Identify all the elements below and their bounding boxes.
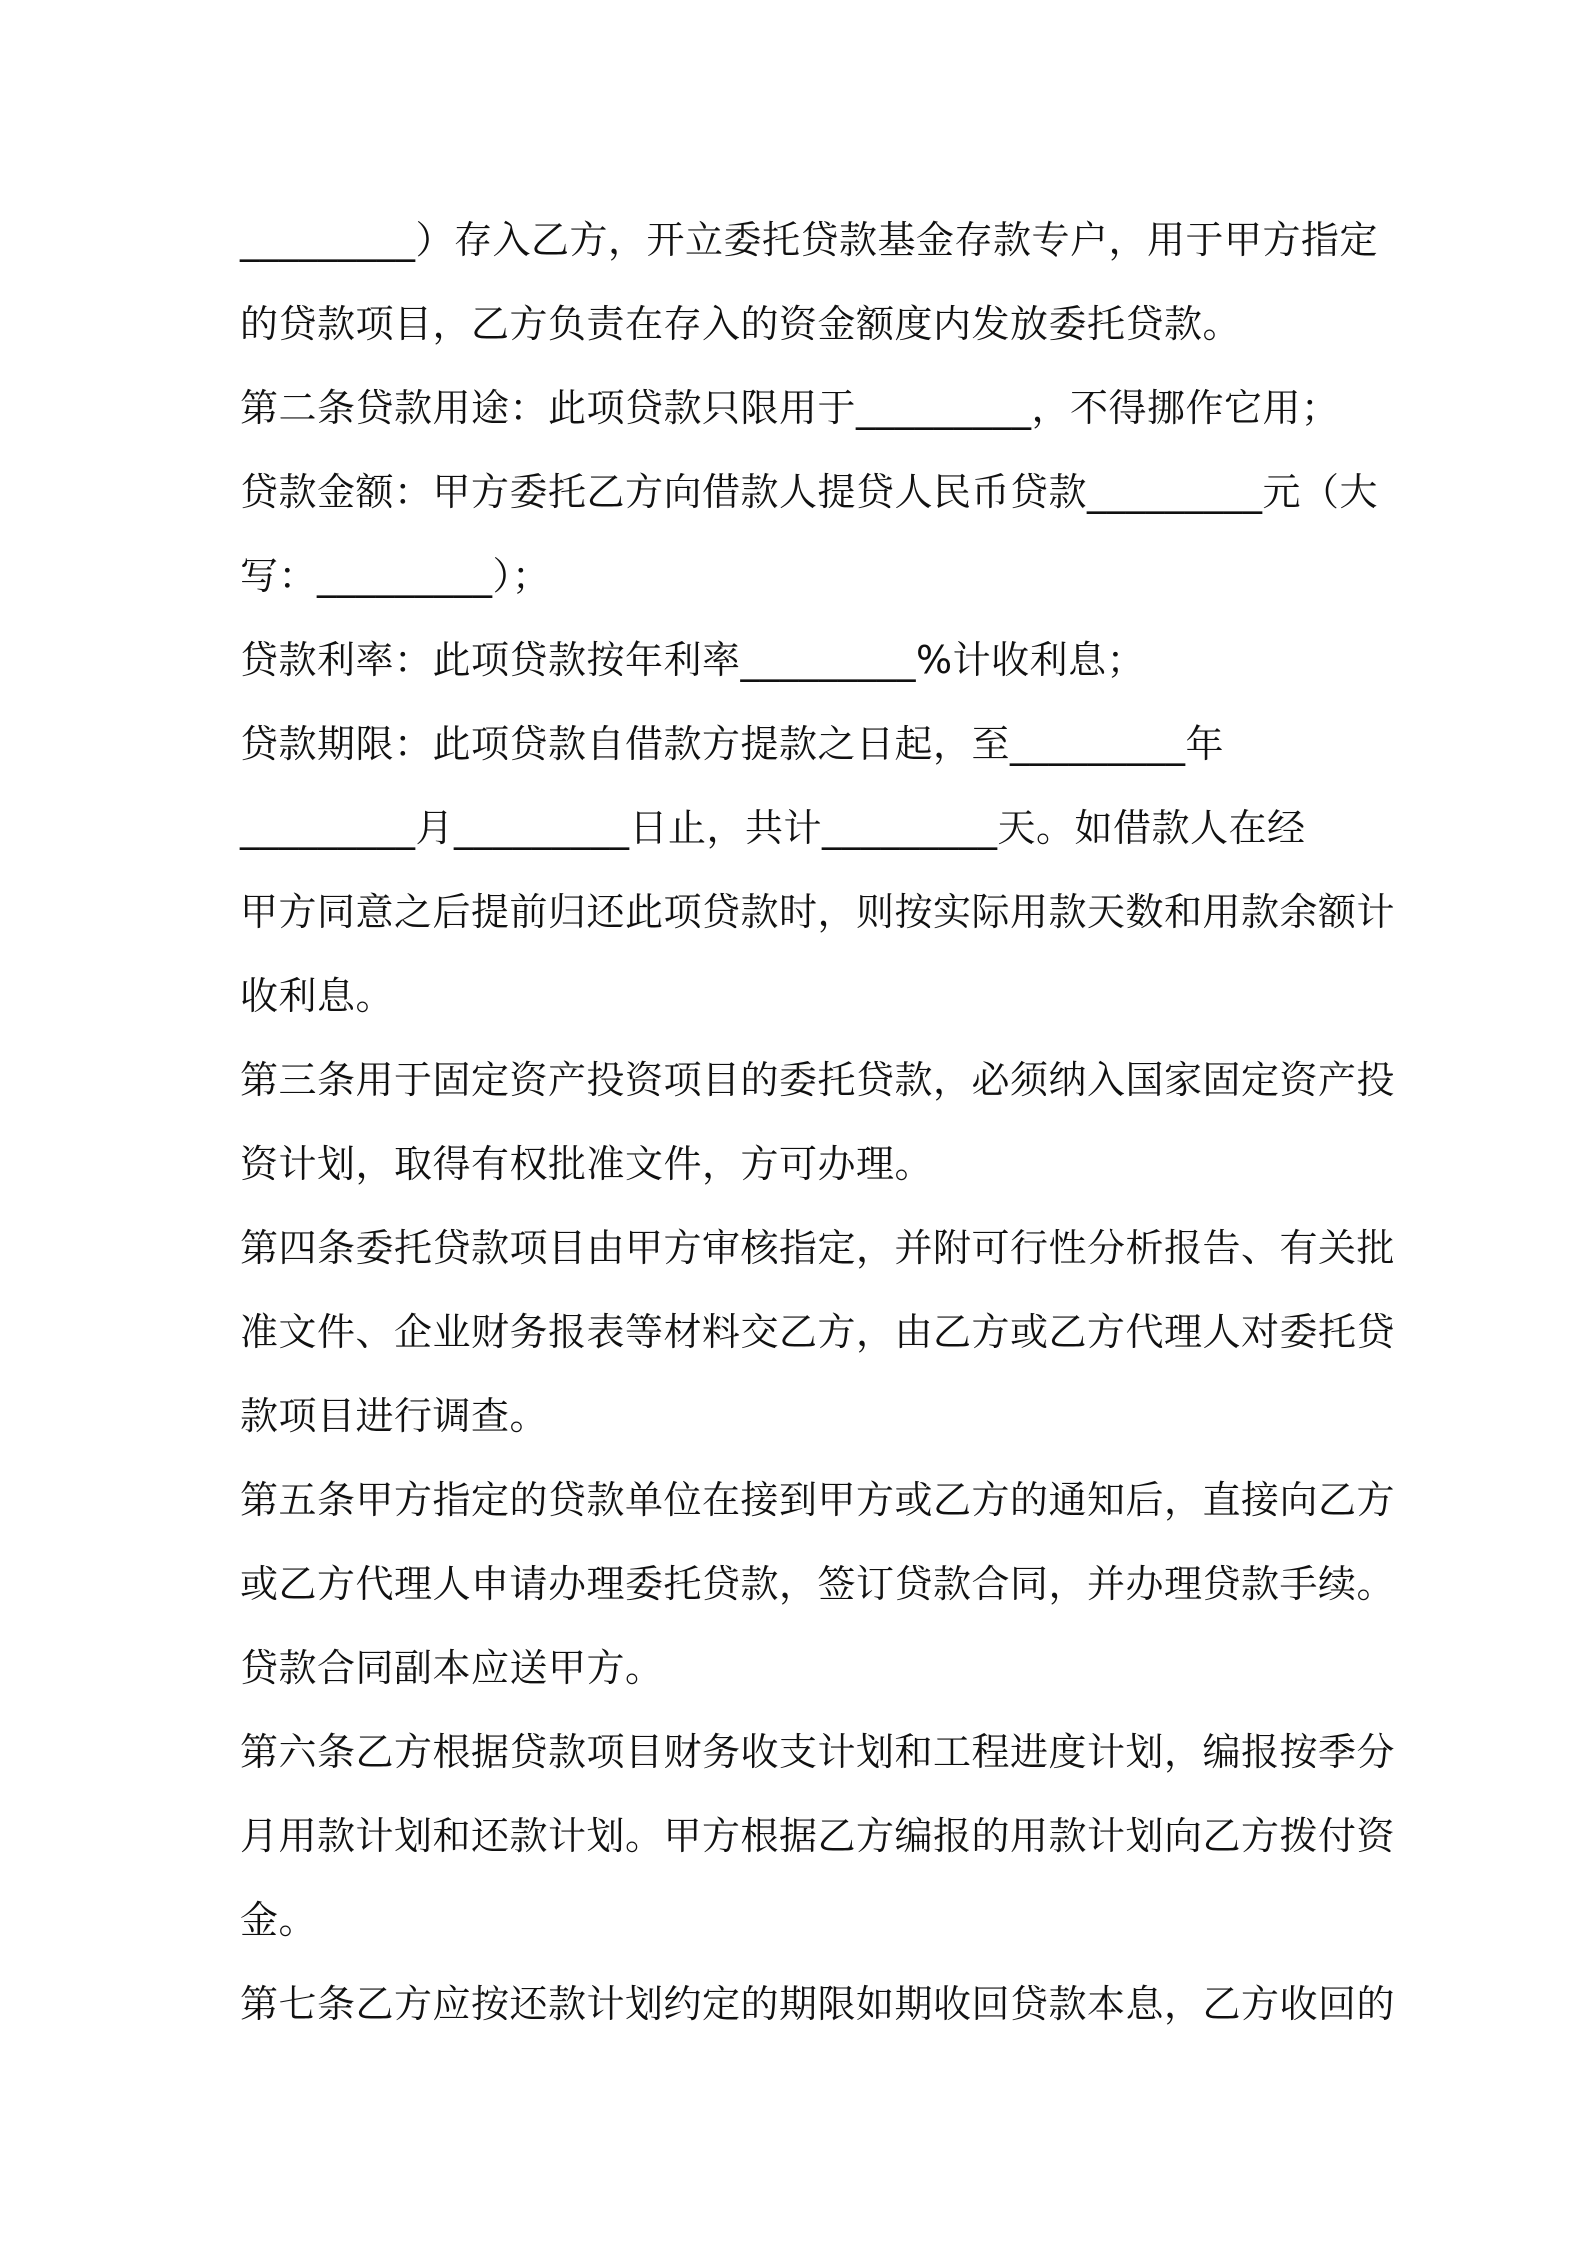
text-line: 第六条乙方根据贷款项目财务收支计划和工程进度计划，编报按季分 (240, 1730, 1396, 1774)
text-line: 甲方同意之后提前归还此项贷款时，则按实际用款天数和用款余额计 (240, 890, 1396, 934)
text-line: 写：_________）； (240, 554, 551, 598)
text-line: 第四条委托贷款项目由甲方审核指定，并附可行性分析报告、有关批 (240, 1226, 1396, 1270)
text-line: 第三条用于固定资产投资项目的委托贷款，必须纳入国家固定资产投 (240, 1058, 1396, 1102)
document-body (240, 198, 1396, 2046)
text-line: 第七条乙方应按还款计划约定的期限如期收回贷款本息，乙方收回的 (240, 1982, 1396, 2026)
text-line: 准文件、企业财务报表等材料交乙方，由乙方或乙方代理人对委托贷 (240, 1310, 1396, 1354)
text-line: 金。 (240, 1898, 318, 1942)
text-line: 的贷款项目，乙方负责在存入的资金额度内发放委托贷款。 (240, 302, 1242, 346)
text-line: 资计划，取得有权批准文件，方可办理。 (240, 1142, 934, 1186)
text-line: 贷款金额：甲方委托乙方向借款人提贷人民币贷款_________元（大 (240, 470, 1379, 514)
text-line: 第五条甲方指定的贷款单位在接到甲方或乙方的通知后，直接向乙方 (240, 1478, 1396, 1522)
text-line: 款项目进行调查。 (240, 1394, 549, 1438)
text-line: _________月_________日止，共计_________天。如借款人在经 (240, 806, 1306, 850)
text-line: 收利息。 (240, 974, 395, 1018)
text-line: 第二条贷款用途：此项贷款只限用于_________，不得挪作它用； (240, 386, 1340, 430)
text-line: 贷款合同副本应送甲方。 (240, 1646, 664, 1690)
text-line: 贷款期限：此项贷款自借款方提款之日起，至_________年 (240, 722, 1225, 766)
text-line: _________）存入乙方，开立委托贷款基金存款专户，用于甲方指定 (240, 218, 1379, 262)
text-line: 月用款计划和还款计划。甲方根据乙方编报的用款计划向乙方拨付资 (240, 1814, 1396, 1858)
text-line: 或乙方代理人申请办理委托贷款，签订贷款合同，并办理贷款手续。 (240, 1562, 1396, 1606)
text-line: 贷款利率：此项贷款按年利率_________%计收利息； (240, 638, 1146, 682)
